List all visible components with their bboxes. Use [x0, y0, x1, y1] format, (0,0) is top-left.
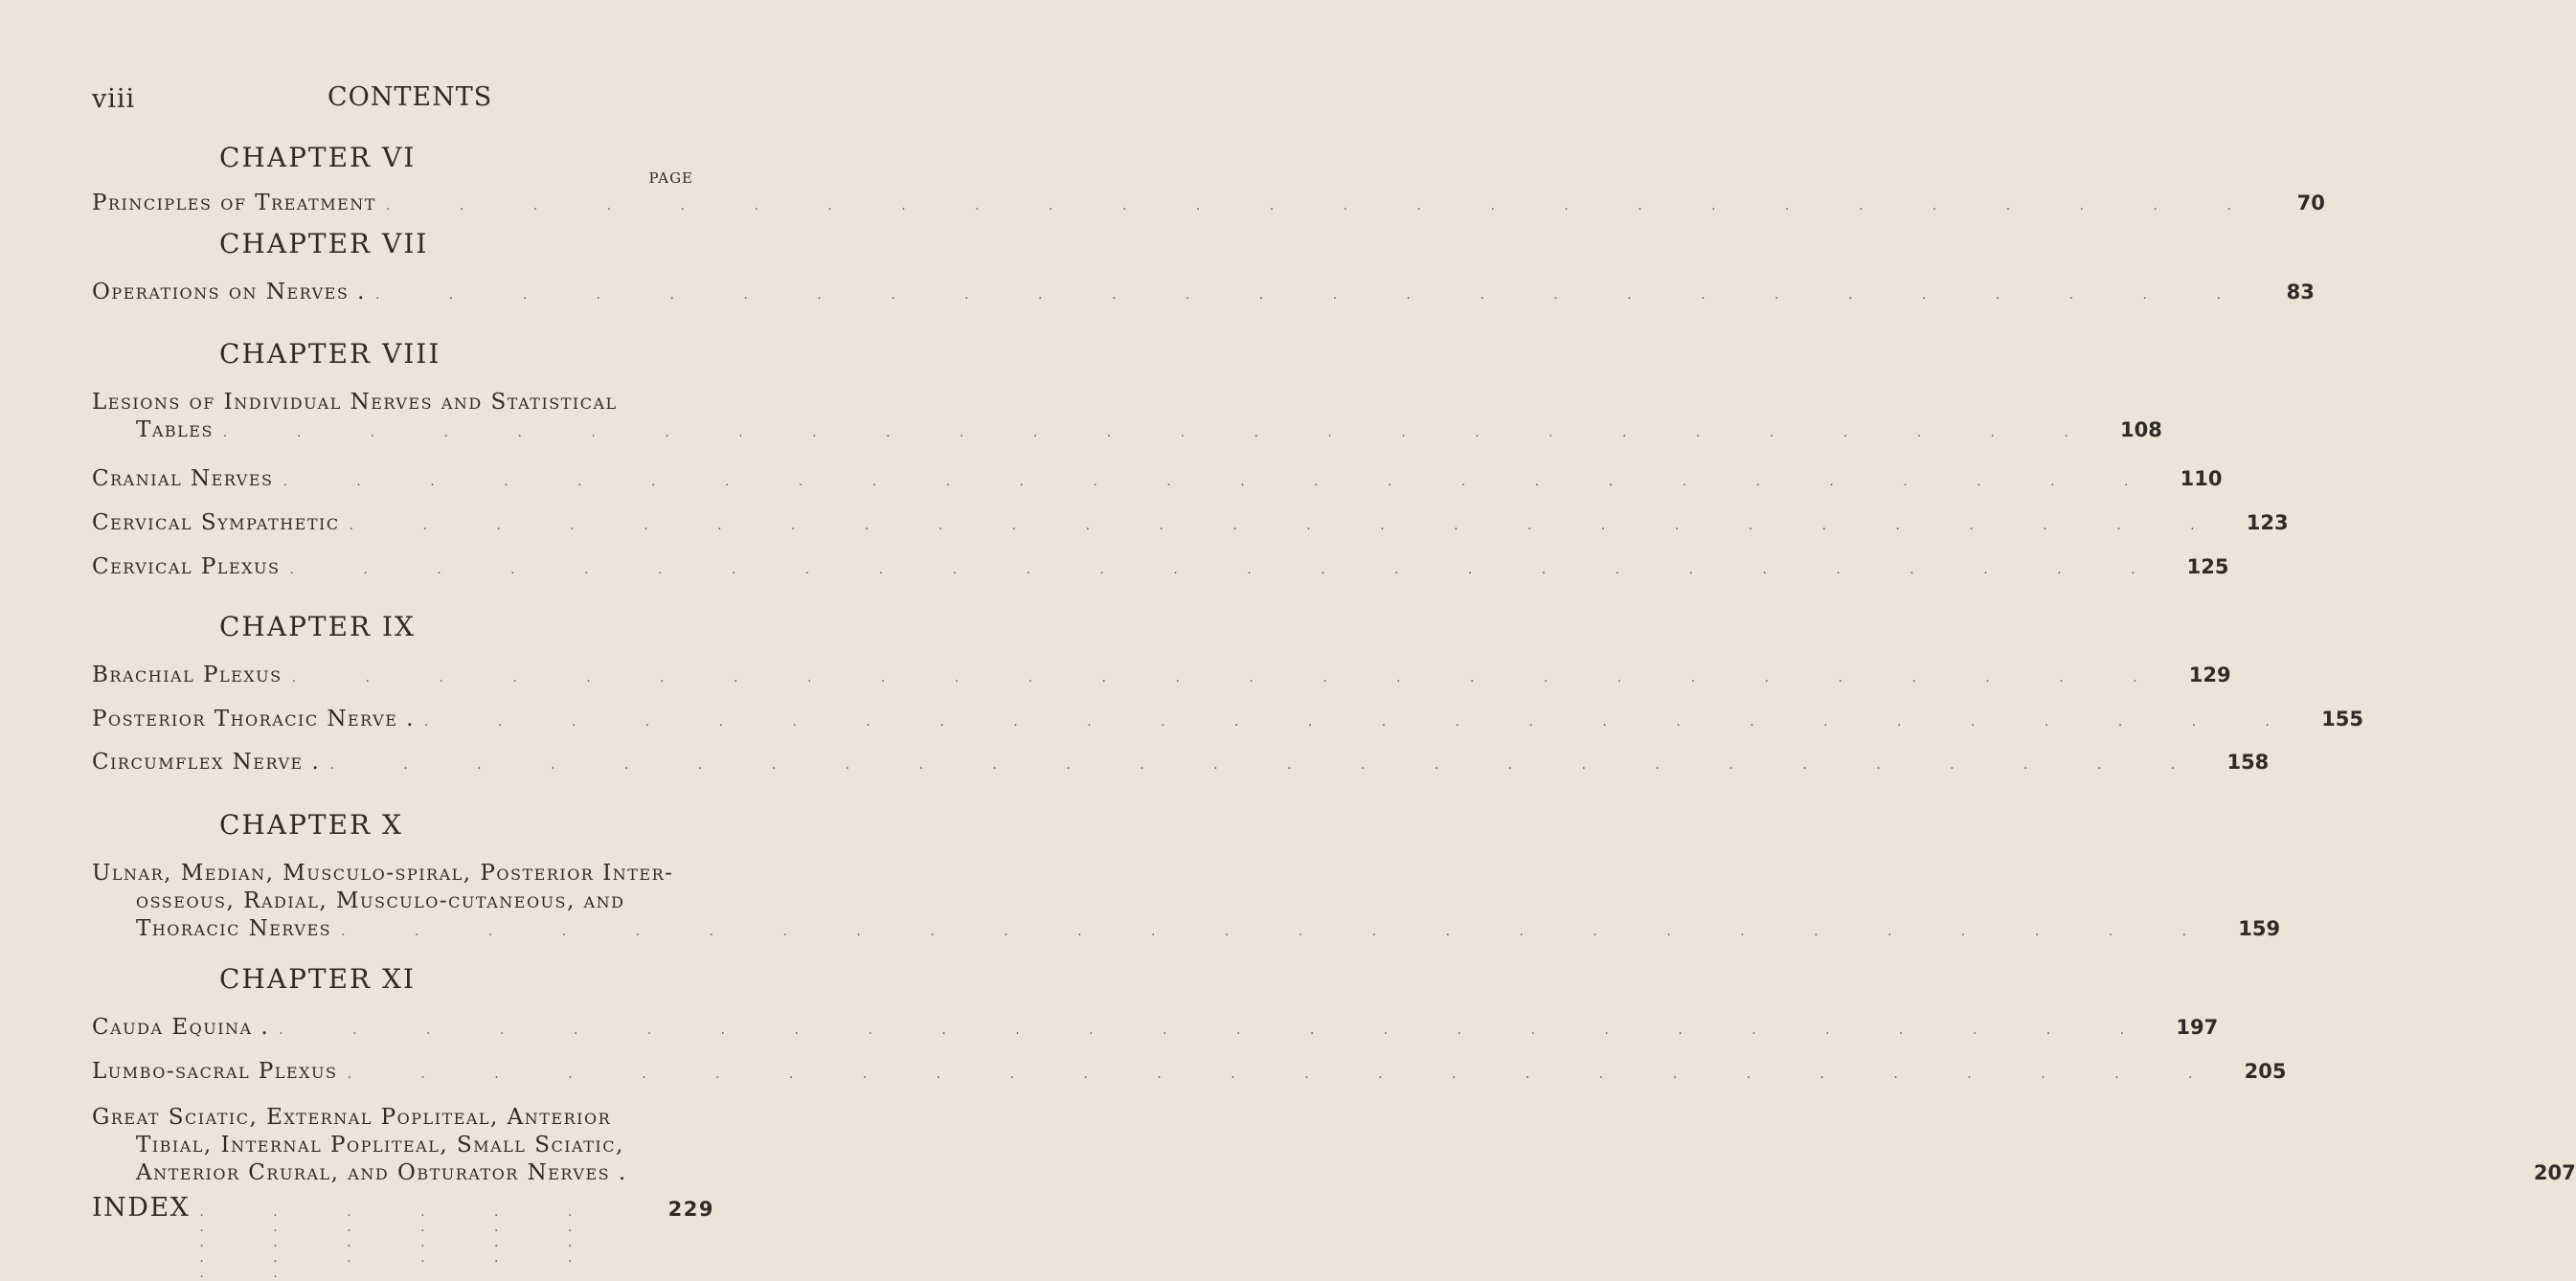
chapter-heading-vi: CHAPTER VI — [219, 142, 417, 173]
chapter-heading-vii: CHAPTER VII — [219, 228, 429, 259]
toc-entry[interactable] — [92, 465, 2223, 493]
chapter-heading-viii: CHAPTER VIII — [219, 338, 441, 370]
toc-entry-title: Cranial Nerves — [92, 466, 274, 491]
toc-entry-title: Thoracic Nerves — [136, 916, 332, 941]
toc-entry-index[interactable] — [92, 1193, 714, 1281]
toc-entry-line: Tibial, Internal Popliteal, Small Sciatic, — [136, 1133, 624, 1157]
toc-entry-title: Brachial Plexus — [92, 663, 282, 687]
toc-page-number: 70 — [2296, 191, 2325, 214]
toc-page-number: 229 — [667, 1198, 714, 1221]
leader-dots: . . . . . . . . . . . . . . . . . . . . . . . . . . — [222, 425, 2101, 440]
toc-entry-title: Operations on Nerves . — [92, 280, 366, 304]
toc-page-number: 155 — [2321, 708, 2363, 730]
toc-page-number: 158 — [2226, 751, 2270, 774]
toc-entry[interactable] — [92, 1058, 2287, 1086]
chapter-heading-xi: CHAPTER XI — [219, 963, 416, 995]
toc-entry[interactable] — [92, 553, 2229, 581]
toc-page-number: 197 — [2176, 1016, 2219, 1039]
toc-entry-title: Cervical Sympathetic — [92, 510, 340, 535]
toc-page-number: 83 — [2286, 281, 2315, 303]
leader-dots: . . . . . . . . . . . . . . . . . . . . . . . . . . — [341, 924, 2220, 939]
leader-dots: . . . . . . . . . . . . . . . . . . . . . . . . . . — [424, 714, 2302, 730]
toc-entry[interactable] — [92, 1104, 2576, 1187]
toc-entry[interactable] — [92, 389, 2162, 444]
toc-entry-title: Principles of Treatment — [92, 191, 376, 215]
toc-entry-line: osseous, Radial, Musculo-cutaneous, and — [136, 888, 625, 913]
toc-entry[interactable] — [92, 662, 2231, 689]
toc-entry[interactable] — [92, 190, 2325, 217]
toc-entry-title: Lumbo-sacral Plexus — [92, 1059, 338, 1084]
toc-entry[interactable] — [92, 860, 2281, 943]
toc-entry-line: Lesions of Individual Nerves and Statistical — [92, 390, 618, 415]
toc-entry-title: Anterior Crural, and Obturator Nerves . — [136, 1160, 627, 1185]
page-folio: viii — [92, 84, 136, 114]
leader-dots: . . . . . . . . . . . . . . . . . . . . . . . . . . — [279, 1023, 2158, 1038]
toc-page-number: 110 — [2180, 467, 2223, 490]
toc-entry-line: Ulnar, Median, Musculo-spiral, Posterior Inter- — [92, 861, 674, 886]
leader-dots: . . . . . . . . . . . . . . . . . . . . . . . . . . — [199, 1204, 605, 1281]
chapter-heading-x: CHAPTER X — [219, 809, 403, 841]
leader-dots: . . . . . . . . . . . . . . . . . . . . . . . . . . — [385, 198, 2264, 214]
toc-entry[interactable] — [92, 1014, 2219, 1042]
toc-entry-title: Cauda Equina . — [92, 1015, 270, 1040]
toc-page-number: 159 — [2238, 917, 2281, 940]
toc-entry[interactable] — [92, 706, 2363, 733]
toc-page-number: 207 — [2533, 1161, 2576, 1184]
toc-page-number: 125 — [2186, 555, 2229, 578]
toc-page-number: 123 — [2246, 511, 2289, 534]
toc-entry[interactable] — [92, 749, 2270, 776]
leader-dots: . . . . . . . . . . . . . . . . . . . . . . . . . . — [289, 562, 2168, 577]
toc-page-number: 205 — [2244, 1060, 2287, 1083]
leader-dots: . . . . . . . . . . . . . . . . . . . . . . . . . . — [347, 1067, 2226, 1082]
toc-page-number: 129 — [2188, 663, 2231, 686]
toc-entry[interactable] — [92, 509, 2289, 537]
running-title: CONTENTS — [328, 82, 493, 112]
toc-entry[interactable] — [92, 279, 2315, 306]
toc-page-number: 108 — [2120, 418, 2162, 441]
toc-entry-title: Tables — [136, 417, 214, 442]
toc-entry-title: Posterior Thoracic Nerve . — [92, 707, 416, 731]
leader-dots: . . . . . . . . . . . . . . . . . . . . . . . . . . — [291, 670, 2170, 685]
chapter-heading-ix: CHAPTER IX — [219, 611, 416, 642]
index-label: INDEX — [92, 1193, 191, 1223]
toc-entry-title: Cervical Plexus — [92, 554, 281, 579]
toc-entry-line: Great Sciatic, External Popliteal, Anterior — [92, 1105, 612, 1130]
page-column-label: PAGE — [648, 169, 693, 187]
leader-dots: . . . . . . . . . . . . . . . . . . . . . . . . . . — [329, 757, 2208, 773]
leader-dots: . . . . . . . . . . . . . . . . . . . . . . . . . . — [282, 474, 2161, 489]
leader-dots: . . . . . . . . . . . . . . . . . . . . . . . . . . — [349, 518, 2227, 533]
leader-dots: . . . . . . . . . . . . . . . . . . . . . . . . . . — [374, 287, 2253, 303]
toc-entry-title: Circumflex Nerve . — [92, 750, 321, 775]
